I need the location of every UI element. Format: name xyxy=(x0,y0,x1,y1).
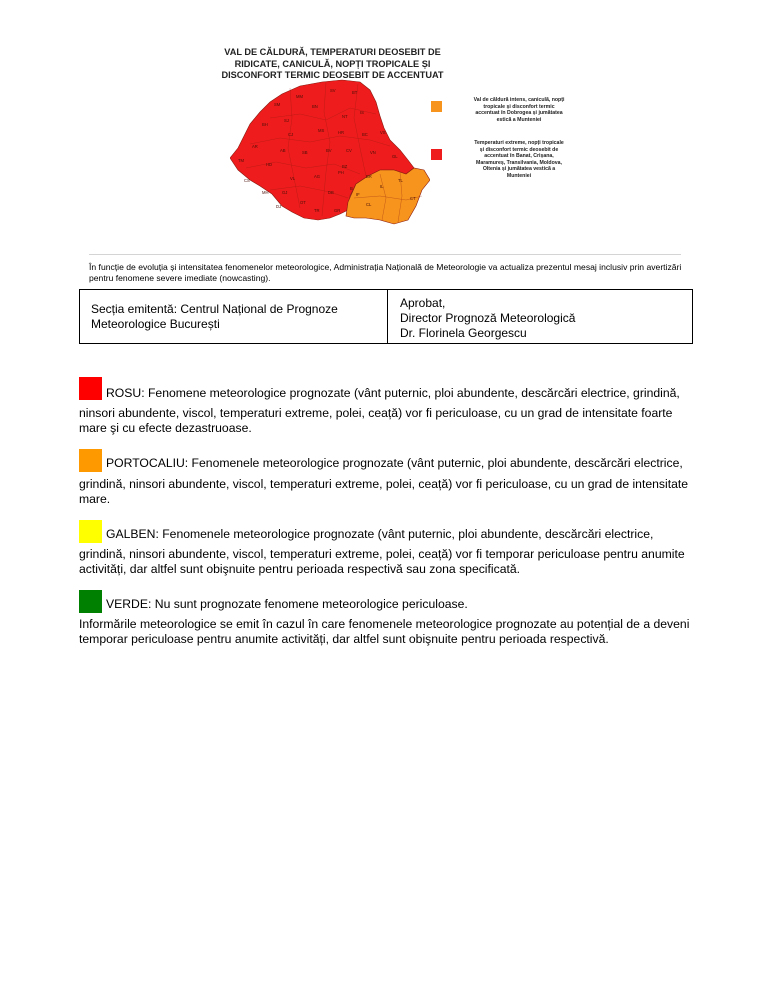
county-label: AG xyxy=(314,174,321,179)
map-title-line: VAL DE CĂLDURĂ, TEMPERATURI DEOSEBIT DE xyxy=(224,47,441,57)
county-label: BC xyxy=(362,132,368,137)
county-label: AR xyxy=(252,144,258,149)
romania-warning-map xyxy=(230,78,430,238)
issuing-section-line: Meteorologice București xyxy=(91,317,220,331)
approval-line: Director Prognoză Meteorologică xyxy=(400,311,576,325)
county-label: SJ xyxy=(284,118,289,123)
county-label: DB xyxy=(328,190,334,195)
yellow-level-first-line: GALBEN: Fenomenele meteorologice prognozate (vânt puternic, ploi abundente, descărcări electrice, xyxy=(106,527,654,541)
map-legend-line: Oltenia și jumătatea vestică a xyxy=(482,166,556,173)
green-level-description: Informările meteorologice se emit în cazul în care fenomenele meteorologice prognozate au potențial de a deveni temporar periculoase pentru anumite activități, dar altfel sunt obişnuite pentru perioada respectivă. xyxy=(79,617,690,646)
map-legend-line: accentuat în Banat, Crișana, xyxy=(484,153,554,160)
county-label: CT xyxy=(410,196,416,201)
orange-level-description: grindină, ninsori abundente, viscol, temperaturi extreme, polei, ceață) vor fi periculoase, cu un grad de intensitate mare. xyxy=(79,477,689,506)
map-legend-line: Maramureș, Transilvania, Moldova, xyxy=(476,159,562,166)
county-label: BT xyxy=(352,90,358,95)
yellow-level-swatch xyxy=(79,520,102,543)
map-legend-line: tropicale și disconfort termic xyxy=(483,103,555,110)
county-label: B xyxy=(350,186,353,191)
county-label: CV xyxy=(346,148,352,153)
map-title-line: RIDICATE, CANICULĂ, NOPȚI TROPICALE ȘI xyxy=(234,58,431,69)
county-label: GR xyxy=(334,208,341,213)
map-legend-orange-swatch xyxy=(431,101,442,112)
county-label: TM xyxy=(238,158,245,163)
county-label: AB xyxy=(280,148,286,153)
county-label: BN xyxy=(312,104,318,109)
county-label: CL xyxy=(366,202,372,207)
map-legend-orange-text xyxy=(455,97,583,123)
map-title xyxy=(210,47,455,82)
county-label: VN xyxy=(370,150,376,155)
map-legend-line: Val de căldură intens, caniculă, nopți xyxy=(473,97,565,103)
county-label: SV xyxy=(330,88,336,93)
county-label: MM xyxy=(296,94,303,99)
county-label: TL xyxy=(398,178,403,183)
red-level-swatch xyxy=(79,377,102,400)
orange-level-first-line: PORTOCALIU: Fenomenele meteorologice prognozate (vânt puternic, ploi abundente, descărcări electrice, xyxy=(106,456,683,470)
green-level-first-line: VERDE: Nu sunt prognozate fenomene meteorologice periculoase. xyxy=(106,597,468,611)
county-label: HR xyxy=(338,130,345,135)
county-label: SB xyxy=(302,150,308,155)
map-legend-line: și disconfort termic deosebit de xyxy=(479,146,559,153)
approval-line: Aprobat, xyxy=(400,296,446,310)
map-title-line: DISCONFORT TERMIC DEOSEBIT DE ACCENTUAT xyxy=(221,70,444,80)
approval-line: Dr. Florinela Georgescu xyxy=(400,326,527,340)
county-label: DJ xyxy=(276,204,282,209)
orange-level-swatch xyxy=(79,449,102,472)
update-note: În funcție de evoluția și intensitatea fenomenelor meteorologice, Administrația Națională de Meteorologie va actualiza prezentul mesaj inclusiv prin avertizări pentru fenomene severe imediate (nowcasting). xyxy=(89,262,682,283)
county-label: CJ xyxy=(288,132,294,137)
yellow-level-description: grindină, ninsori abundente, viscol, temperaturi extreme, polei, ceață) vor fi temporar periculoase pentru anumite activități, dar altfel sunt obişnuite pentru perioada respectivă sau zona specificată. xyxy=(79,547,685,576)
county-label: GJ xyxy=(282,190,288,195)
county-label: VL xyxy=(290,176,296,181)
county-label: IL xyxy=(380,184,384,189)
red-level-first-line: ROSU: Fenomene meteorologice prognozate (vânt puternic, ploi abundente, descărcări electrice, grindină, xyxy=(106,386,680,400)
county-label: TR xyxy=(314,208,320,213)
county-label: BV xyxy=(326,148,332,153)
county-label: IS xyxy=(360,110,364,115)
county-label: GL xyxy=(392,154,398,159)
approval-cell xyxy=(388,290,692,343)
county-label: SM xyxy=(274,102,281,107)
issuing-section-line: Secția emitentă: Centrul Național de Prognoze xyxy=(91,302,338,316)
county-label: HD xyxy=(266,162,273,167)
green-level-swatch xyxy=(79,590,102,613)
county-label: NT xyxy=(342,114,348,119)
issuer-table xyxy=(79,289,693,344)
issuing-section-cell xyxy=(80,290,388,343)
map-legend-line: accentuat în Dobrogea și jumătatea xyxy=(475,110,563,117)
map-legend-red-swatch xyxy=(431,149,442,160)
county-label: PH xyxy=(338,170,344,175)
red-level-description: ninsori abundente, viscol, temperaturi extreme, polei, ceață) vor fi periculoase, cu un grad de intensitate foarte mare şi cu efecte dezastruoase. xyxy=(79,406,673,435)
county-label: VS xyxy=(380,130,386,135)
map-legend-line: estică a Munteniei xyxy=(496,116,542,123)
county-label: MS xyxy=(318,128,325,133)
county-label: OT xyxy=(300,200,306,205)
county-label: BH xyxy=(262,122,268,127)
map-legend-line: Temperaturi extreme, nopți tropicale xyxy=(474,140,564,146)
county-label: IF xyxy=(356,192,360,197)
county-label: BR xyxy=(366,174,372,179)
map-legend-red-text xyxy=(455,140,583,180)
county-label: CS xyxy=(244,178,250,183)
county-label: BZ xyxy=(342,164,348,169)
map-legend-line: Munteniei xyxy=(506,172,532,179)
county-label: MH xyxy=(262,190,269,195)
separator-line xyxy=(89,254,681,255)
